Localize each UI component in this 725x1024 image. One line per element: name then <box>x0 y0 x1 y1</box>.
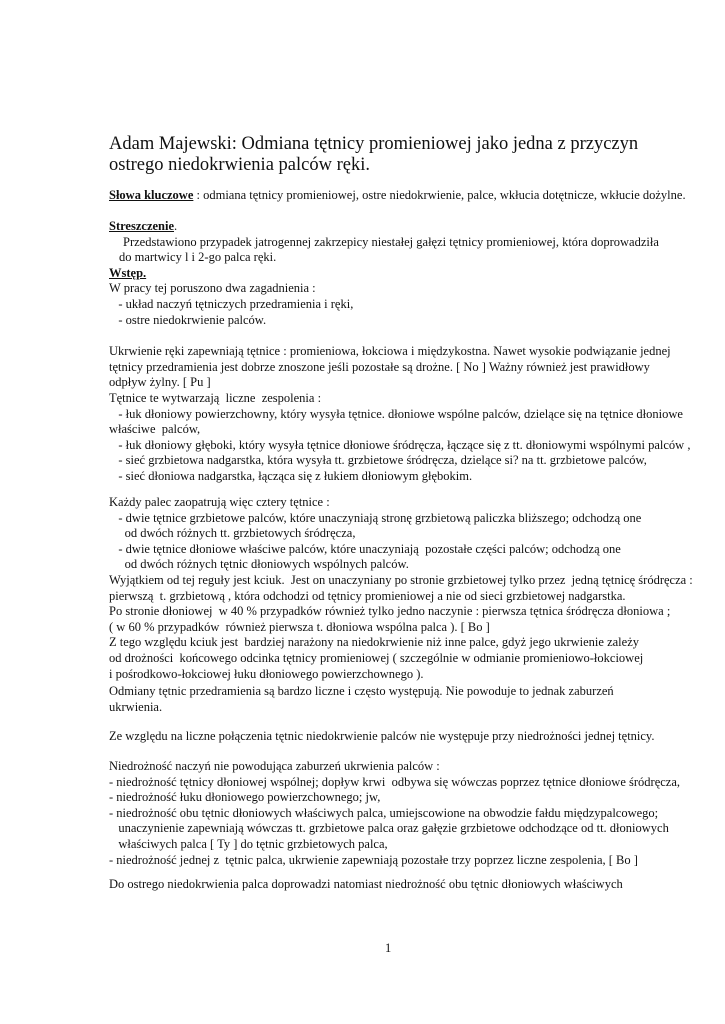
paragraph-line: tętnicy przedramienia jest dobrze znoszone jeśli pozostałe są drożne. [ No ] Ważny również jest prawidłowy <box>109 359 650 374</box>
paragraph-line: - niedrożność jednej z tętnic palca, ukrwienie zapewniają pozostałe trzy poprzez liczne zespolenia, [ Bo ] <box>109 852 638 867</box>
paragraph-2 <box>109 391 709 485</box>
paragraph-line: od dwóch różnych tętnic dłoniowych wspólnych palców. <box>109 557 409 572</box>
paragraph-line: właściwe palców, <box>109 422 201 437</box>
paragraph-line: Po stronie dłoniowej w 40 % przypadków również tylko jedno naczynie : pierwsza tętnica śródręcza dłoniowa ; <box>109 604 671 619</box>
paragraph-line: ukrwienia. <box>109 699 163 714</box>
paragraph-line: Wyjątkiem od tej reguły jest kciuk. Jest on unaczyniany po stronie grzbietowej tylko przez jedną tętnicę śródręcza : <box>109 572 693 587</box>
paragraph-line: Z tego względu kciuk jest bardziej narażony na niedokrwienie niż inne palce, gdyż jego ukrwienie zależy <box>109 635 639 650</box>
paragraph-line: - łuk dłoniowy powierzchowny, który wysyła tętnice. dłoniowe wspólne palców, dzielące się na tętnice dłoniowe <box>109 406 683 421</box>
paragraph-4 <box>109 684 709 715</box>
paragraph-line: właściwych palca [ Ty ] do tętnic grzbietowych palca, <box>109 836 388 851</box>
abstract-section <box>109 219 709 328</box>
paragraph-1 <box>109 344 709 391</box>
paragraph-line: - łuk dłoniowy głęboki, który wysyła tętnice dłoniowe śródręcza, łączące się z tt. dłoniowymi wspólnymi palców , <box>109 437 691 452</box>
paragraph-line: pierwszą t. grzbietową , która odchodzi od tętnicy promieniowej a nie od sieci grzbietowej nadgarstka. <box>109 588 626 603</box>
paragraph-line: od dwóch różnych tt. grzbietowych śródręcza, <box>109 526 356 541</box>
paragraph-line: od drożności końcowego odcinka tętnicy promieniowej ( szczególnie w odmianie promieniowo-łokciowej <box>109 650 644 665</box>
abstract-heading-suffix: . <box>174 219 178 233</box>
document-title <box>109 134 689 176</box>
intro-line: - ostre niedokrwienie palców. <box>109 312 267 327</box>
intro-line: W pracy tej poruszono dwa zagadnienia : <box>109 281 316 296</box>
paragraph-line: - sieć grzbietowa nadgarstka, która wysyła tt. grzbietowe śródręcza, dzielące si? na tt. grzbietowe palców, <box>109 453 647 468</box>
paragraph-3 <box>109 495 709 682</box>
paragraph-line: - niedrożność łuku dłoniowego powierzchownego; jw, <box>109 790 381 805</box>
paragraph-line: - dwie tętnice dłoniowe właściwe palców, które unaczyniają pozostałe części palców; odchodzą one <box>109 541 621 556</box>
paragraph-line: Ze względu na liczne połączenia tętnic niedokrwienie palców nie występuje przy niedrożności jednej tętnicy. <box>109 729 655 743</box>
keywords-line <box>109 188 709 204</box>
paragraph-7 <box>109 877 709 893</box>
intro-line: - układ naczyń tętniczych przedramienia i ręki, <box>109 296 354 311</box>
paragraph-line: Niedrożność naczyń nie powodująca zaburzeń ukrwienia palców : <box>109 759 440 773</box>
paragraph-line: - sieć dłoniowa nadgarstka, łącząca się z łukiem dłoniowym głębokim. <box>109 468 473 483</box>
paragraph-line: Odmiany tętnic przedramienia są bardzo liczne i często występują. Nie powoduje to jednak zaburzeń <box>109 684 614 698</box>
title-line-2: ostrego niedokrwienia palców ręki. <box>109 155 370 175</box>
page-number: 1 <box>385 941 392 955</box>
paragraph-line: Ukrwienie ręki zapewniają tętnice : promieniowa, łokciowa i międzykostna. Nawet wysokie podwiązanie jednej <box>109 344 671 358</box>
paragraph-5 <box>109 729 709 745</box>
paragraph-6 <box>109 759 709 868</box>
keywords-text: : odmiana tętnicy promieniowej, ostre niedokrwienie, palce, wkłucia dotętnicze, wkłucie dożylne. <box>193 188 686 202</box>
paragraph-line: Do ostrego niedokrwienia palca doprowadzi natomiast niedrożność obu tętnic dłoniowych właściwych <box>109 877 623 891</box>
paragraph-line: odpływ żylny. [ Pu ] <box>109 375 211 390</box>
abstract-line-2: do martwicy l i 2-go palca ręki. <box>119 250 277 265</box>
abstract-line-1: Przedstawiono przypadek jatrogennej zakrzepicy niestałej gałęzi tętnicy promieniowej, która doprowadziła <box>123 234 659 249</box>
paragraph-line: Każdy palec zaopatrują więc cztery tętnice : <box>109 495 330 509</box>
paragraph-line: - dwie tętnice grzbietowe palców, które unaczyniają stronę grzbietową paliczka bliższego; odchodzą one <box>109 510 642 525</box>
abstract-heading: Streszczenie <box>109 219 175 233</box>
title-line-1: Adam Majewski: Odmiana tętnicy promieniowej jako jedna z przyczyn <box>109 134 639 154</box>
paragraph-line: unaczynienie zapewniają wówczas tt. grzbietowe palca oraz gałęzie grzbietowe odchodzące od tt. dłoniowych <box>109 821 669 836</box>
paragraph-line: - niedrożność tętnicy dłoniowej wspólnej; dopływ krwi odbywa się wówczas poprzez tętnice dłoniowe śródręcza, <box>109 774 681 789</box>
intro-heading: Wstęp. <box>109 265 147 280</box>
paragraph-line: i pośrodkowo-łokciowej łuku dłoniowego powierzchownego ). <box>109 666 424 681</box>
keywords-label: Słowa kluczowe <box>109 188 194 202</box>
paragraph-line: - niedrożność obu tętnic dłoniowych właściwych palca, umiejscowione na obwodzie fałdu międzypalcowego; <box>109 805 659 820</box>
paragraph-line: ( w 60 % przypadków również pierwsza t. dłoniowa wspólna palca ). [ Bo ] <box>109 619 490 634</box>
paragraph-line: Tętnice te wytwarzają liczne zespolenia : <box>109 391 322 405</box>
